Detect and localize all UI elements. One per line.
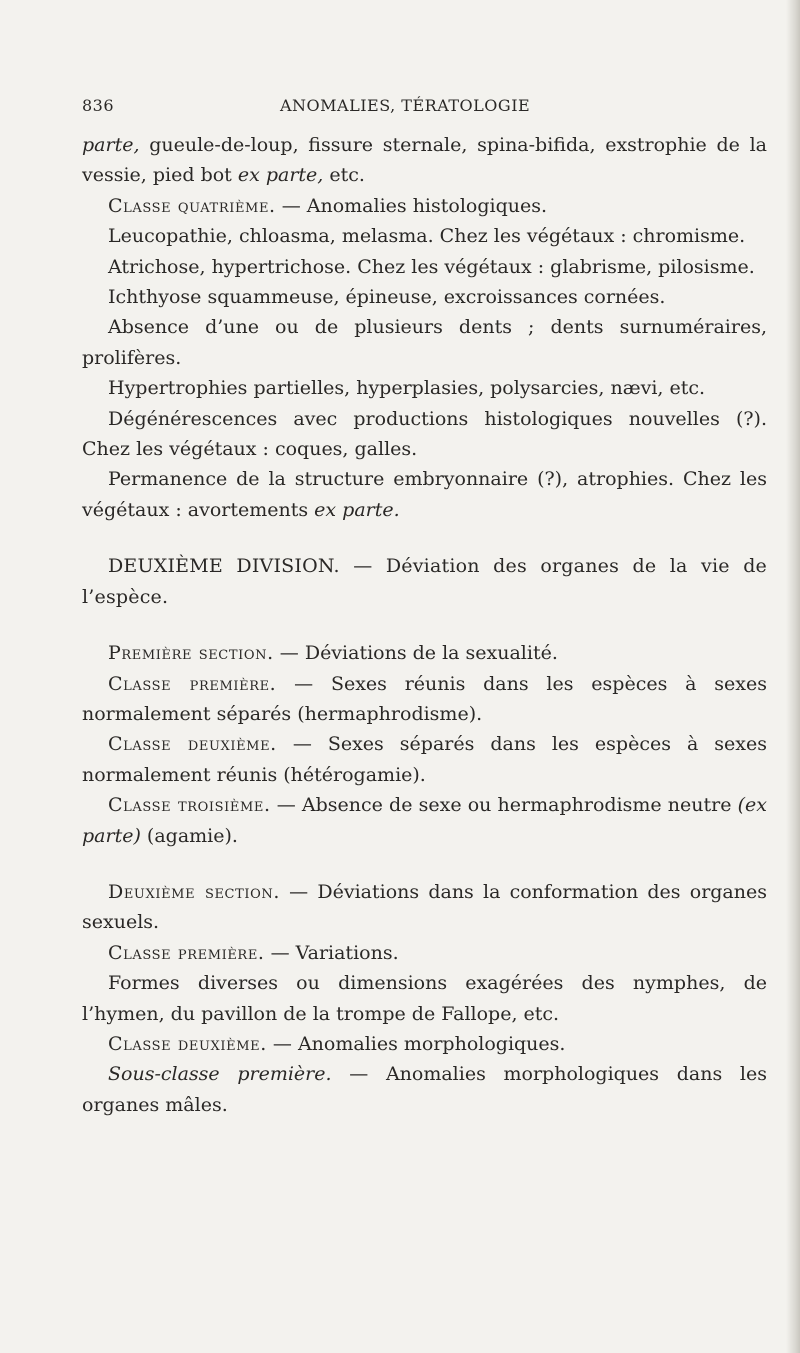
class-heading: Classe deuxième. bbox=[108, 733, 277, 756]
paragraph-text: — Anomalies morphologiques. bbox=[266, 1032, 566, 1055]
paragraph-text: etc. bbox=[323, 164, 365, 187]
paragraph-text: — Absence de sexe ou hermaphrodisme neutre bbox=[270, 794, 738, 817]
spacer bbox=[82, 525, 767, 551]
spacer bbox=[82, 851, 767, 877]
division-heading: DEUXIÈME DIVISION. — Déviation des organes de la vie de l’espèce. bbox=[82, 555, 767, 608]
page-edge-shadow bbox=[786, 0, 800, 1353]
paragraph bbox=[82, 130, 767, 191]
subclass-heading: Sous-classe première. bbox=[108, 1063, 332, 1086]
paragraph bbox=[82, 638, 767, 668]
paragraph-text: — Variations. bbox=[264, 941, 399, 964]
paragraph bbox=[82, 1029, 767, 1059]
page-number: 836 bbox=[82, 96, 115, 115]
paragraph-text: (agamie). bbox=[140, 824, 238, 847]
italic-term: ex parte, bbox=[237, 164, 324, 187]
paragraph-text: — Sexes réunis dans les espèces à sexes normalement séparés (hermaphrodisme). bbox=[82, 672, 767, 725]
running-head bbox=[82, 96, 767, 122]
class-heading: Classe deuxième. bbox=[108, 1032, 267, 1055]
section-heading: Deuxième section. bbox=[108, 880, 280, 903]
paragraph: Dégénérescences avec productions histologiques nouvelles (?). Chez les végétaux : coques, galles. bbox=[82, 407, 767, 461]
paragraph-text: — Déviations de la sexualité. bbox=[273, 642, 558, 665]
text-block bbox=[82, 130, 767, 1120]
paragraph bbox=[82, 669, 767, 730]
running-head-title: ANOMALIES, TÉRATOLOGIE bbox=[280, 96, 531, 115]
paragraph bbox=[82, 877, 767, 938]
paragraph bbox=[82, 1059, 767, 1120]
class-heading: Classe troisième. bbox=[108, 794, 271, 817]
italic-term: ex parte. bbox=[314, 498, 400, 521]
class-heading: Classe quatrième. bbox=[108, 194, 276, 217]
paragraph bbox=[82, 191, 767, 221]
paragraph bbox=[82, 464, 767, 525]
italic-term: (ex parte) bbox=[82, 794, 767, 847]
paragraph: Absence d’une ou de plusieurs dents ; dents surnuméraires, prolifères. bbox=[82, 316, 767, 369]
paragraph-text: — Anomalies histologiques. bbox=[275, 194, 548, 217]
italic-term: parte, bbox=[82, 134, 140, 156]
section-heading: Première section. bbox=[108, 642, 274, 665]
class-heading: Classe première. bbox=[108, 941, 265, 964]
paragraph-text: — Sexes séparés dans les espèces à sexes normalement réunis (hétérogamie). bbox=[82, 733, 767, 786]
paragraph bbox=[82, 790, 767, 851]
paragraph-text: — Déviations dans la conformation des organes sexuels. bbox=[82, 880, 767, 934]
paragraph: Hypertrophies partielles, hyperplasies, polysarcies, nævi, etc. bbox=[108, 377, 706, 400]
spacer bbox=[82, 612, 767, 638]
paragraph-text: — Anomalies morphologiques dans les organes mâles. bbox=[82, 1063, 767, 1116]
paragraph bbox=[82, 729, 767, 790]
paragraph: Ichthyose squammeuse, épineuse, excroissances cornées. bbox=[108, 286, 666, 309]
paragraph-text: Permanence de la structure embryonnaire (?), atrophies. Chez les végétaux : avortements bbox=[82, 468, 767, 521]
paragraph bbox=[82, 938, 767, 968]
paragraph: Leucopathie, chloasma, melasma. Chez les végétaux : chromisme. bbox=[108, 225, 746, 248]
paragraph-text: gueule-de-loup, fissure sternale, spina-bifida, exstrophie de la vessie, pied bot bbox=[82, 134, 767, 187]
paragraph: Atrichose, hypertrichose. Chez les végétaux : glabrisme, pilosisme. bbox=[108, 255, 755, 278]
class-heading: Classe première. bbox=[108, 672, 277, 695]
paragraph: Formes diverses ou dimensions exagérées des nymphes, de l’hymen, du pavillon de la trompe de Fallope, etc. bbox=[82, 972, 767, 1025]
